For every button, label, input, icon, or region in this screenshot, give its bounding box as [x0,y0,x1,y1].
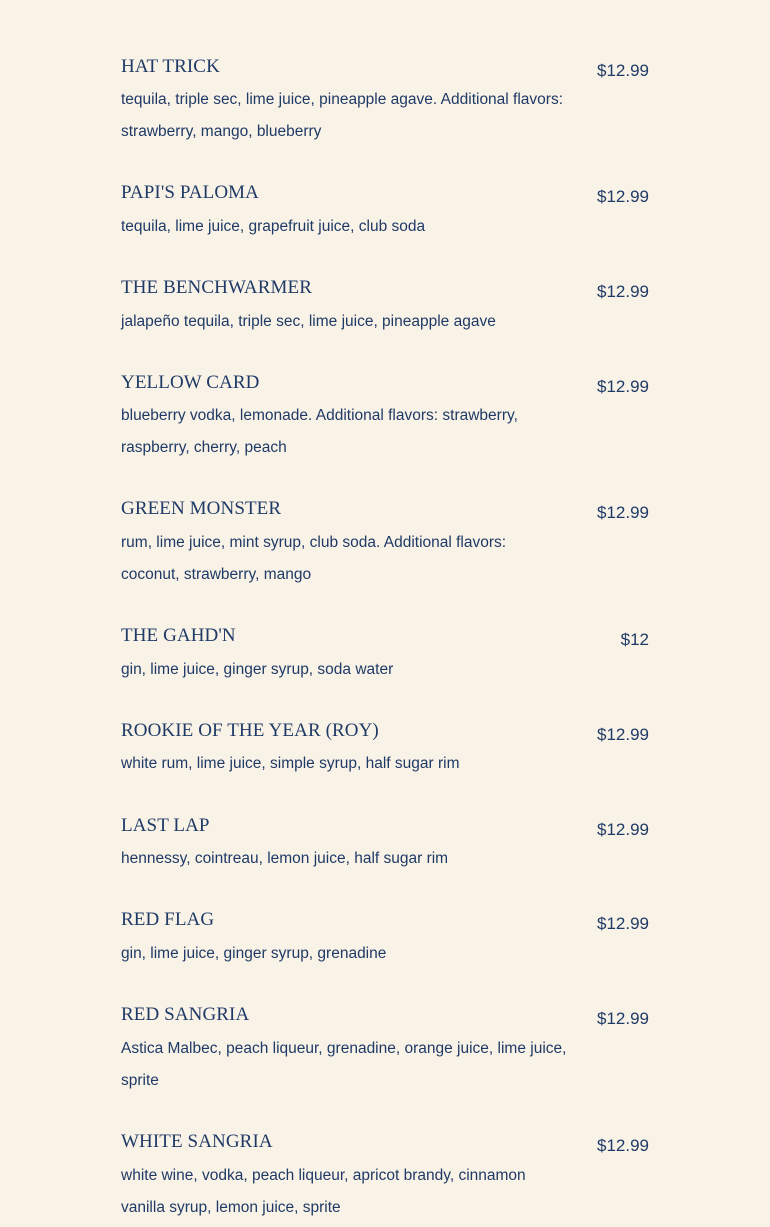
item-price: $12.99 [597,1136,649,1155]
item-description: rum, lime juice, mint syrup, club soda. Additional flavors: coconut, strawberry, mango [121,534,507,583]
item-price: $12.99 [597,61,649,80]
item-name: RED FLAG [121,909,215,930]
item-price: $12.99 [597,503,649,522]
item-name: LAST LAP [121,815,210,836]
item-name: WHITE SANGRIA [121,1131,273,1152]
item-description: gin, lime juice, ginger syrup, soda water [121,661,394,678]
item-name: ROOKIE OF THE YEAR (ROY) [121,720,379,741]
item-name: THE BENCHWARMER [121,277,312,298]
item-price: $12.99 [597,1009,649,1028]
item-description: blueberry vodka, lemonade. Additional flavors: strawberry, raspberry, cherry, peach [121,407,518,456]
item-price: $12.99 [597,820,649,839]
item-description: tequila, triple sec, lime juice, pineapple agave. Additional flavors: strawberry, mango, blueberry [121,91,564,140]
item-description: hennessy, cointreau, lemon juice, half sugar rim [121,850,449,867]
item-description: gin, lime juice, ginger syrup, grenadine [121,945,387,962]
item-price: $12 [620,630,649,649]
item-name: GREEN MONSTER [121,498,282,519]
item-name: THE GAHD'N [121,625,236,646]
item-name: RED SANGRIA [121,1004,250,1025]
item-name: HAT TRICK [121,56,220,77]
item-price: $12.99 [597,187,649,206]
item-price: $12.99 [597,282,649,301]
item-price: $12.99 [597,377,649,396]
item-description: white rum, lime juice, simple syrup, half sugar rim [121,755,460,772]
item-price: $12.99 [597,725,649,744]
item-description: Astica Malbec, peach liqueur, grenadine, orange juice, lime juice, sprite [121,1040,567,1089]
item-price: $12.99 [597,914,649,933]
item-description: tequila, lime juice, grapefruit juice, club soda [121,218,426,235]
item-name: PAPI'S PALOMA [121,182,259,203]
item-description: white wine, vodka, peach liqueur, apricot brandy, cinnamon vanilla syrup, lemon juice, sprite [121,1167,526,1216]
item-name: YELLOW CARD [121,372,260,393]
item-description: jalapeño tequila, triple sec, lime juice, pineapple agave [121,313,496,330]
